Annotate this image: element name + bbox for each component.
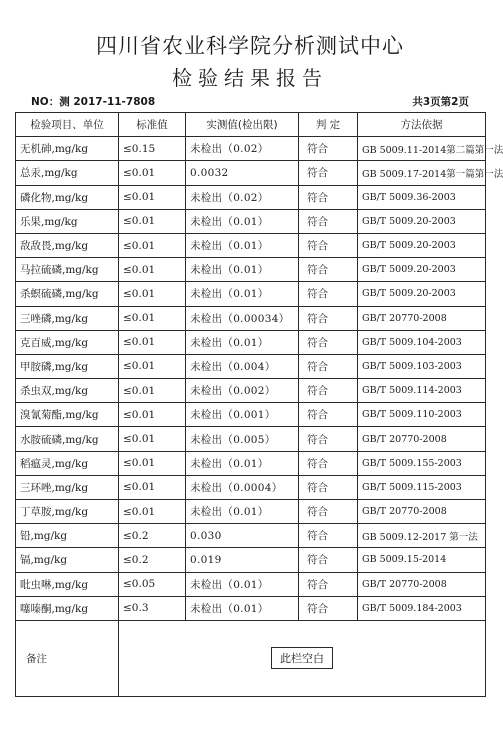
cell-standard: ≤0.01 — [119, 354, 186, 378]
cell-method: GB/T 5009.104-2003 — [358, 330, 486, 354]
cell-standard: ≤0.01 — [119, 475, 186, 499]
col-header-standard: 标准值 — [119, 113, 186, 137]
cell-item: 敌敌畏,mg/kg — [16, 233, 119, 257]
cell-verdict: 符合 — [299, 451, 358, 475]
cell-measured: 0.030 — [186, 524, 299, 548]
cell-verdict: 符合 — [299, 572, 358, 596]
table-row — [16, 209, 486, 233]
cell-verdict: 符合 — [299, 233, 358, 257]
cell-method: GB/T 5009.110-2003 — [358, 403, 486, 427]
cell-item: 总汞,mg/kg — [16, 161, 119, 185]
cell-item: 杀虫双,mg/kg — [16, 379, 119, 403]
cell-method: GB/T 20770-2008 — [358, 500, 486, 524]
cell-standard: ≤0.01 — [119, 330, 186, 354]
remarks-row — [16, 620, 486, 696]
remarks-label: 备注 — [16, 620, 119, 696]
cell-verdict: 符合 — [299, 209, 358, 233]
cell-method: GB/T 5009.36-2003 — [358, 185, 486, 209]
table-row — [16, 548, 486, 572]
cell-verdict: 符合 — [299, 548, 358, 572]
cell-measured: 未检出（0.002） — [186, 379, 299, 403]
cell-item: 溴氰菊酯,mg/kg — [16, 403, 119, 427]
table-row — [16, 185, 486, 209]
cell-verdict: 符合 — [299, 258, 358, 282]
cell-standard: ≤0.01 — [119, 306, 186, 330]
cell-item: 三唑磷,mg/kg — [16, 306, 119, 330]
cell-standard: ≤0.01 — [119, 282, 186, 306]
col-header-item: 检验项目、单位 — [16, 113, 119, 137]
table-row — [16, 451, 486, 475]
cell-verdict: 符合 — [299, 185, 358, 209]
table-row — [16, 161, 486, 185]
table-row — [16, 137, 486, 161]
table-row — [16, 427, 486, 451]
cell-standard: ≤0.01 — [119, 258, 186, 282]
table-row — [16, 403, 486, 427]
cell-item: 马拉硫磷,mg/kg — [16, 258, 119, 282]
cell-measured: 未检出（0.01） — [186, 258, 299, 282]
table-row — [16, 306, 486, 330]
table-row — [16, 282, 486, 306]
cell-standard: ≤0.01 — [119, 233, 186, 257]
cell-verdict: 符合 — [299, 524, 358, 548]
cell-measured: 未检出（0.01） — [186, 500, 299, 524]
cell-item: 磷化物,mg/kg — [16, 185, 119, 209]
cell-method: GB/T 5009.20-2003 — [358, 233, 486, 257]
remarks-text: 此栏空白 — [271, 647, 333, 669]
cell-verdict: 符合 — [299, 403, 358, 427]
cell-standard: ≤0.2 — [119, 524, 186, 548]
cell-method: GB/T 5009.20-2003 — [358, 282, 486, 306]
cell-method: GB/T 20770-2008 — [358, 306, 486, 330]
cell-measured: 未检出（0.01） — [186, 596, 299, 620]
report-title: 检验结果报告 — [172, 66, 328, 90]
cell-verdict: 符合 — [299, 161, 358, 185]
table-header-row — [16, 113, 486, 137]
cell-method: GB/T 5009.103-2003 — [358, 354, 486, 378]
cell-verdict: 符合 — [299, 137, 358, 161]
col-header-method: 方法依据 — [358, 113, 486, 137]
cell-item: 克百威,mg/kg — [16, 330, 119, 354]
cell-method: GB/T 20770-2008 — [358, 427, 486, 451]
cell-measured: 未检出（0.001） — [186, 403, 299, 427]
cell-standard: ≤0.15 — [119, 137, 186, 161]
table-row — [16, 379, 486, 403]
cell-verdict: 符合 — [299, 306, 358, 330]
cell-method: GB/T 20770-2008 — [358, 572, 486, 596]
cell-verdict: 符合 — [299, 354, 358, 378]
cell-item: 乐果,mg/kg — [16, 209, 119, 233]
cell-measured: 0.019 — [186, 548, 299, 572]
cell-measured: 未检出（0.02） — [186, 137, 299, 161]
cell-item: 吡虫啉,mg/kg — [16, 572, 119, 596]
remarks-cell — [119, 620, 486, 696]
cell-verdict: 符合 — [299, 475, 358, 499]
cell-verdict: 符合 — [299, 500, 358, 524]
cell-method: GB/T 5009.155-2003 — [358, 451, 486, 475]
cell-measured: 未检出（0.00034） — [186, 306, 299, 330]
report-number: NO：测 2017-11-7808 — [31, 96, 156, 108]
table-row — [16, 596, 486, 620]
cell-item: 镉,mg/kg — [16, 548, 119, 572]
cell-measured: 未检出（0.004） — [186, 354, 299, 378]
table-row — [16, 475, 486, 499]
cell-measured: 未检出（0.01） — [186, 572, 299, 596]
results-table — [15, 112, 503, 697]
table-row — [16, 572, 486, 596]
cell-verdict: 符合 — [299, 427, 358, 451]
cell-measured: 未检出（0.01） — [186, 330, 299, 354]
cell-method: GB/T 5009.20-2003 — [358, 258, 486, 282]
cell-method: GB 5009.12-2017 第一法 — [358, 524, 486, 548]
cell-item: 稻瘟灵,mg/kg — [16, 451, 119, 475]
cell-measured: 未检出（0.02） — [186, 185, 299, 209]
cell-method: GB 5009.11-2014第二篇第一法 — [358, 137, 486, 161]
cell-standard: ≤0.01 — [119, 500, 186, 524]
cell-standard: ≤0.01 — [119, 451, 186, 475]
cell-standard: ≤0.01 — [119, 161, 186, 185]
cell-method: GB/T 5009.20-2003 — [358, 209, 486, 233]
table-body — [16, 137, 503, 621]
cell-measured: 未检出（0.01） — [186, 282, 299, 306]
page-info: 共3页第2页 — [412, 96, 469, 108]
cell-standard: ≤0.01 — [119, 209, 186, 233]
cell-verdict: 符合 — [299, 596, 358, 620]
cell-verdict: 符合 — [299, 330, 358, 354]
table-row — [16, 500, 486, 524]
cell-standard: ≤0.01 — [119, 427, 186, 451]
cell-item: 丁草胺,mg/kg — [16, 500, 119, 524]
cell-item: 杀螟硫磷,mg/kg — [16, 282, 119, 306]
col-header-verdict: 判 定 — [299, 113, 358, 137]
cell-standard: ≤0.01 — [119, 403, 186, 427]
cell-method: GB 5009.17-2014第一篇第一法 — [358, 161, 486, 185]
cell-item: 水胺硫磷,mg/kg — [16, 427, 119, 451]
cell-measured: 未检出（0.01） — [186, 233, 299, 257]
cell-item: 噻嗪酮,mg/kg — [16, 596, 119, 620]
table-row — [16, 258, 486, 282]
cell-verdict: 符合 — [299, 282, 358, 306]
table-row — [16, 524, 486, 548]
cell-method: GB/T 5009.114-2003 — [358, 379, 486, 403]
col-header-measured: 实测值(检出限) — [186, 113, 299, 137]
cell-item: 甲胺磷,mg/kg — [16, 354, 119, 378]
org-title: 四川省农业科学院分析测试中心 — [96, 34, 404, 58]
table-row — [16, 233, 486, 257]
table-row — [16, 330, 486, 354]
cell-measured: 未检出（0.005） — [186, 427, 299, 451]
cell-verdict: 符合 — [299, 379, 358, 403]
cell-standard: ≤0.2 — [119, 548, 186, 572]
cell-standard: ≤0.01 — [119, 379, 186, 403]
cell-method: GB/T 5009.115-2003 — [358, 475, 486, 499]
cell-item: 铅,mg/kg — [16, 524, 119, 548]
table-row — [16, 354, 486, 378]
cell-method: GB/T 5009.184-2003 — [358, 596, 486, 620]
cell-standard: ≤0.01 — [119, 185, 186, 209]
cell-measured: 未检出（0.01） — [186, 209, 299, 233]
cell-measured: 未检出（0.01） — [186, 451, 299, 475]
cell-item: 三环唑,mg/kg — [16, 475, 119, 499]
cell-measured: 未检出（0.0004） — [186, 475, 299, 499]
cell-method: GB 5009.15-2014 — [358, 548, 486, 572]
cell-standard: ≤0.05 — [119, 572, 186, 596]
cell-measured: 0.0032 — [186, 161, 299, 185]
cell-standard: ≤0.3 — [119, 596, 186, 620]
cell-item: 无机砷,mg/kg — [16, 137, 119, 161]
